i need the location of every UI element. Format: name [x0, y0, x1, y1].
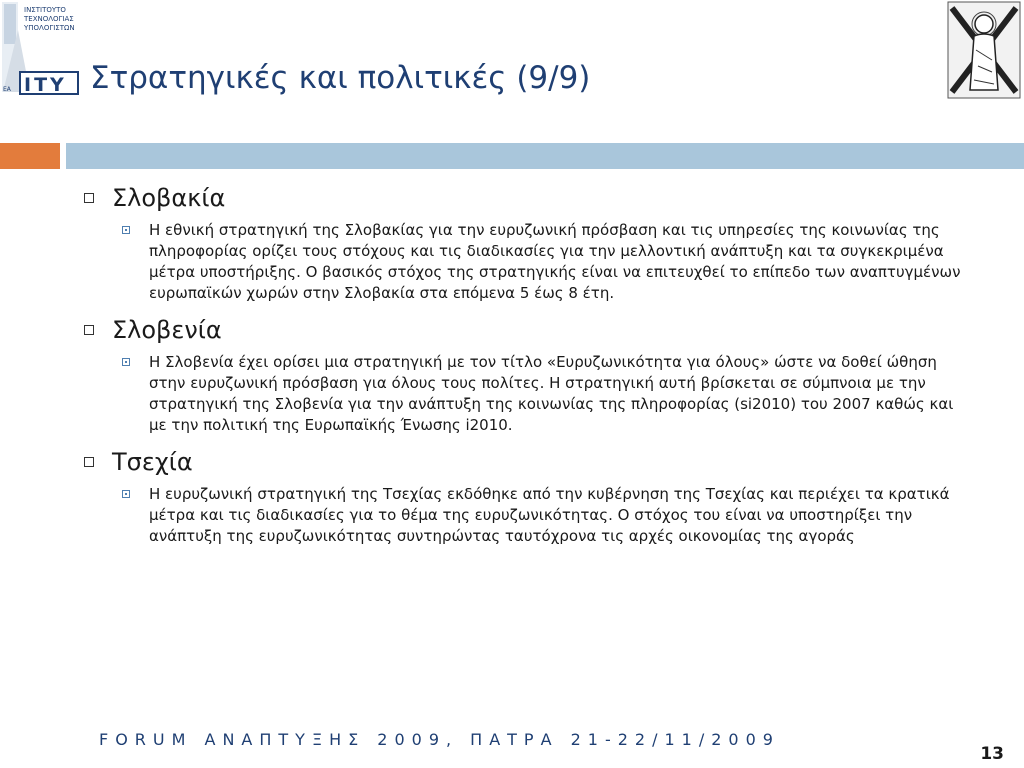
saint-andrew-emblem-icon — [944, 0, 1024, 100]
hollow-square-bullet-icon — [84, 457, 94, 467]
bullet-text: Η ευρυζωνική στρατηγική της Τσεχίας εκδόθηκε από την κυβέρνηση της Τσεχίας και περιέχει τα κρατικά μέτρα και τις διαδικασίες για το θέμα της ευρυζωνικότητας. Ο στόχος του είναι να υποστηρίξει την ανάπτυξη της ευρυζωνικότητας συντηρώντας ταυτόχρονα τις αρχές οικονομίας της αγοράς — [149, 485, 950, 545]
accent-bar-orange — [0, 143, 60, 169]
bullet-item — [122, 352, 984, 436]
bullet-text: Η Σλοβενία έχει ορίσει μια στρατηγική με τον τίτλο «Ευρυζωνικότητα για όλους» ώστε να δοθεί ώθηση στην ευρυζωνική πρόσβαση για όλους τους πολίτες. Η στρατηγική αυτή βρίσκεται σε σύμπνοια με την στρατηγική της Σλοβενία για την ανάπτυξη της κοινωνίας της πληροφορίας (si2010) του 2007 καθώς και με την πολιτική της Ευρωπαϊκής Ένωσης i2010. — [149, 353, 954, 434]
square-bullet-icon — [122, 490, 130, 498]
page-number: 13 — [980, 744, 1004, 764]
hollow-square-bullet-icon — [84, 193, 94, 203]
section-slovenia — [84, 312, 984, 436]
logo-small: ΕΑ — [3, 86, 11, 93]
section-czech — [84, 444, 984, 547]
section-heading — [84, 312, 984, 348]
section-slovakia — [84, 180, 984, 304]
logo-line-1: ΙΝΣΤΙΤΟΥΤΟ — [24, 6, 66, 14]
bullet-item — [122, 220, 984, 304]
slide-title: Στρατηγικές και πολιτικές (9/9) — [90, 60, 591, 96]
bullet-item — [122, 484, 984, 547]
slide-content — [84, 180, 984, 555]
ity-logo — [0, 0, 82, 100]
logo-line-2: ΤΕΧΝΟΛΟΓΙΑΣ — [24, 15, 74, 23]
section-title: Τσεχία — [112, 448, 193, 476]
bullet-text: Η εθνική στρατηγική της Σλοβακίας για την ευρυζωνική πρόσβαση και τις υπηρεσίες της κοινωνίας της πληροφορίας ορίζει τους στόχους και τις διαδικασίες για την μελλοντική ανάπτυξη και τα συγκεκριμένα μέτρα υποστήριξης. Ο βασικός στόχος της στρατηγικής είναι να επιτευχθεί το επίπεδο των αναπτυγμένων ευρωπαϊκών χωρών στην Σλοβακία στα επόμενα 5 έως 8 έτη. — [149, 221, 961, 302]
section-title: Σλοβακία — [112, 184, 226, 212]
logo-line-3: ΥΠΟΛΟΓΙΣΤΩΝ — [24, 24, 75, 32]
section-title: Σλοβενία — [112, 316, 222, 344]
footer-text: FORUM ΑΝΑΠΤΥΞΗΣ 2009, ΠΑΤΡΑ 21-22/11/2009 — [99, 730, 780, 749]
square-bullet-icon — [122, 358, 130, 366]
accent-bar-blue — [66, 143, 1024, 169]
logo-mark: ITY — [24, 74, 67, 96]
section-heading — [84, 444, 984, 480]
hollow-square-bullet-icon — [84, 325, 94, 335]
square-bullet-icon — [122, 226, 130, 234]
section-heading — [84, 180, 984, 216]
